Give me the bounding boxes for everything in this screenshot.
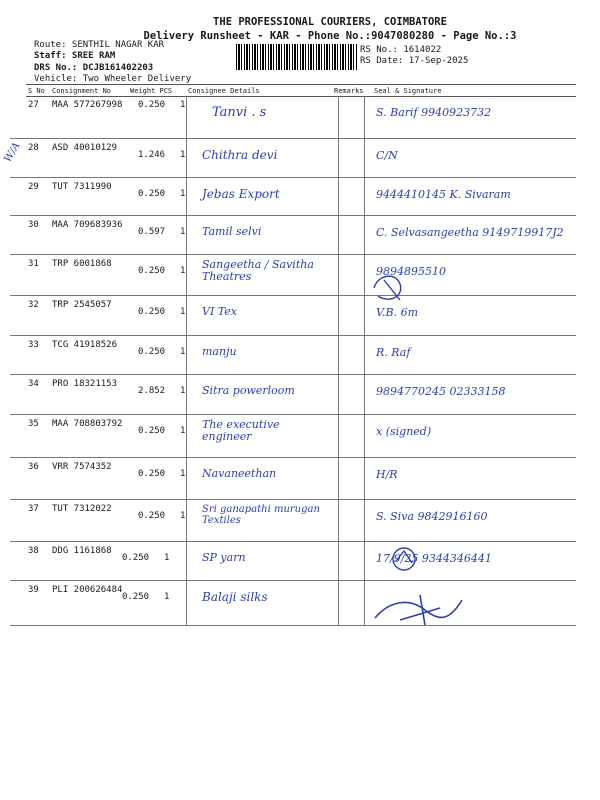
row-signature: C. Selvasangeetha 9149719917J2 bbox=[376, 226, 564, 239]
row-signature: 9894770245 02333158 bbox=[376, 385, 506, 398]
signature-scribble bbox=[390, 545, 420, 575]
row-pcs: 1 bbox=[164, 592, 170, 602]
table-row bbox=[26, 500, 576, 542]
row-consignee: Sri ganapathi murugan Textiles bbox=[202, 504, 320, 526]
table-row bbox=[26, 296, 576, 336]
row-consignee: Balaji silks bbox=[202, 590, 268, 604]
rs-number: RS No.: 1614022 bbox=[360, 45, 442, 55]
col-consignee: Consignee Details bbox=[188, 87, 260, 95]
runsheet-table bbox=[2, 84, 576, 644]
row-pcs: 1 bbox=[180, 266, 186, 276]
table-row bbox=[26, 458, 576, 500]
row-consignee: manju bbox=[202, 345, 237, 358]
row-pcs: 1 bbox=[180, 386, 186, 396]
row-consignee: The executive engineer bbox=[202, 418, 280, 444]
row-consignment-no: MAA 709683936 bbox=[52, 220, 123, 230]
row-consignment-no: MAA 577267998 bbox=[52, 100, 123, 110]
row-weight: 0.250 bbox=[138, 100, 166, 110]
row-sno: 30 bbox=[28, 220, 39, 230]
row-consignment-no: PLI 200626484 bbox=[52, 585, 123, 595]
row-consignee: VI Tex bbox=[202, 305, 237, 318]
staff-text: Staff: SREE RAM bbox=[34, 51, 116, 61]
col-consignment: Consignment No bbox=[52, 87, 112, 95]
signature-scribble bbox=[370, 590, 470, 630]
row-signature: 9894895510 bbox=[376, 265, 446, 278]
row-signature: 9444410145 K. Sivaram bbox=[376, 188, 511, 201]
row-pcs: 1 bbox=[180, 469, 186, 479]
col-sno: S No bbox=[28, 87, 45, 95]
row-consignment-no: VRR 7574352 bbox=[52, 462, 112, 472]
row-consignment-no: TUT 7311990 bbox=[52, 182, 112, 192]
row-consignment-no: TCG 41918526 bbox=[52, 340, 118, 350]
row-pcs: 1 bbox=[164, 553, 170, 563]
row-signature: S. Barif 9940923732 bbox=[376, 106, 492, 119]
row-weight: 0.250 bbox=[122, 592, 150, 602]
row-sno: 36 bbox=[28, 462, 39, 472]
signature-scribble bbox=[370, 270, 410, 306]
row-consignment-no: TRP 2545057 bbox=[52, 300, 112, 310]
row-pcs: 1 bbox=[180, 307, 186, 317]
row-consignee: Chithra devi bbox=[202, 148, 278, 162]
row-pcs: 1 bbox=[180, 426, 186, 436]
row-weight: 0.250 bbox=[122, 553, 150, 563]
row-pcs: 1 bbox=[180, 100, 186, 110]
row-consignee: Sitra powerloom bbox=[202, 384, 295, 397]
row-sno: 35 bbox=[28, 419, 39, 429]
row-consignee: SP yarn bbox=[202, 551, 246, 564]
row-sno: 27 bbox=[28, 100, 39, 110]
row-weight: 0.250 bbox=[138, 511, 166, 521]
row-sno: 39 bbox=[28, 585, 39, 595]
row-pcs: 1 bbox=[180, 189, 186, 199]
drs-number: DRS No.: DCJB161402203 bbox=[34, 63, 154, 73]
row-sno: 37 bbox=[28, 504, 39, 514]
row-weight: 0.250 bbox=[138, 469, 166, 479]
table-row bbox=[2, 139, 576, 178]
row-margin-note: W/A bbox=[2, 140, 23, 165]
row-consignment-no: PRO 18321153 bbox=[52, 379, 118, 389]
row-weight: 0.250 bbox=[138, 266, 166, 276]
row-sno: 33 bbox=[28, 340, 39, 350]
row-sno: 28 bbox=[28, 143, 39, 153]
table-row bbox=[26, 375, 576, 415]
row-weight: 2.852 bbox=[138, 386, 166, 396]
table-row bbox=[26, 542, 576, 581]
table-row bbox=[26, 96, 576, 139]
row-consignee: Jebas Export bbox=[202, 187, 280, 201]
row-sno: 32 bbox=[28, 300, 39, 310]
col-weight-pcs: Weight PCS bbox=[130, 87, 173, 95]
col-remarks: Remarks bbox=[334, 87, 364, 95]
row-weight: 0.250 bbox=[138, 307, 166, 317]
row-weight: 0.250 bbox=[138, 189, 166, 199]
row-consignee: Tamil selvi bbox=[202, 225, 262, 238]
table-row bbox=[26, 581, 576, 626]
row-sno: 31 bbox=[28, 259, 39, 269]
row-signature: 17/9/25 9344346441 bbox=[376, 552, 492, 565]
row-signature: R. Raf bbox=[376, 346, 411, 359]
row-consignment-no: MAA 708803792 bbox=[52, 419, 123, 429]
table-row bbox=[26, 216, 576, 255]
row-consignee: Navaneethan bbox=[202, 467, 277, 480]
row-signature: x (signed) bbox=[376, 425, 432, 438]
row-weight: 0.250 bbox=[138, 426, 166, 436]
row-weight: 1.246 bbox=[138, 150, 166, 160]
row-pcs: 1 bbox=[180, 511, 186, 521]
row-consignment-no: TRP 6001868 bbox=[52, 259, 112, 269]
row-sno: 34 bbox=[28, 379, 39, 389]
row-signature: H/R bbox=[376, 468, 398, 481]
row-consignment-no: ASD 40010129 bbox=[52, 143, 118, 153]
row-consignment-no: DDG 1161868 bbox=[52, 546, 112, 556]
company-title: THE PROFESSIONAL COURIERS, COIMBATORE bbox=[213, 16, 447, 28]
col-seal: Seal & Signature bbox=[374, 87, 442, 95]
table-row bbox=[26, 415, 576, 458]
row-consignee: Sangeetha / Savitha Theatres bbox=[202, 258, 314, 284]
runsheet-subtitle: Delivery Runsheet - KAR - Phone No.:9047080280 - Page No.:3 bbox=[143, 30, 517, 42]
table-row bbox=[26, 178, 576, 216]
row-signature: C/N bbox=[376, 149, 398, 162]
row-signature: V.B. 6m bbox=[376, 306, 419, 319]
row-consignee: Tanvi . s bbox=[212, 105, 267, 120]
row-consignment-no: TUT 7312022 bbox=[52, 504, 112, 514]
row-pcs: 1 bbox=[180, 347, 186, 357]
table-row bbox=[26, 336, 576, 375]
rs-date: RS Date: 17-Sep-2025 bbox=[360, 56, 469, 66]
row-sno: 29 bbox=[28, 182, 39, 192]
route-text: Route: SENTHIL NAGAR KAR bbox=[34, 40, 165, 50]
row-weight: 0.597 bbox=[138, 227, 166, 237]
row-weight: 0.250 bbox=[138, 347, 166, 357]
row-pcs: 1 bbox=[180, 150, 186, 160]
table-row bbox=[26, 255, 576, 296]
vehicle-text: Vehicle: Two Wheeler Delivery bbox=[34, 74, 192, 84]
barcode bbox=[236, 44, 358, 70]
row-signature: S. Siva 9842916160 bbox=[376, 510, 488, 523]
row-sno: 38 bbox=[28, 546, 39, 556]
row-pcs: 1 bbox=[180, 227, 186, 237]
